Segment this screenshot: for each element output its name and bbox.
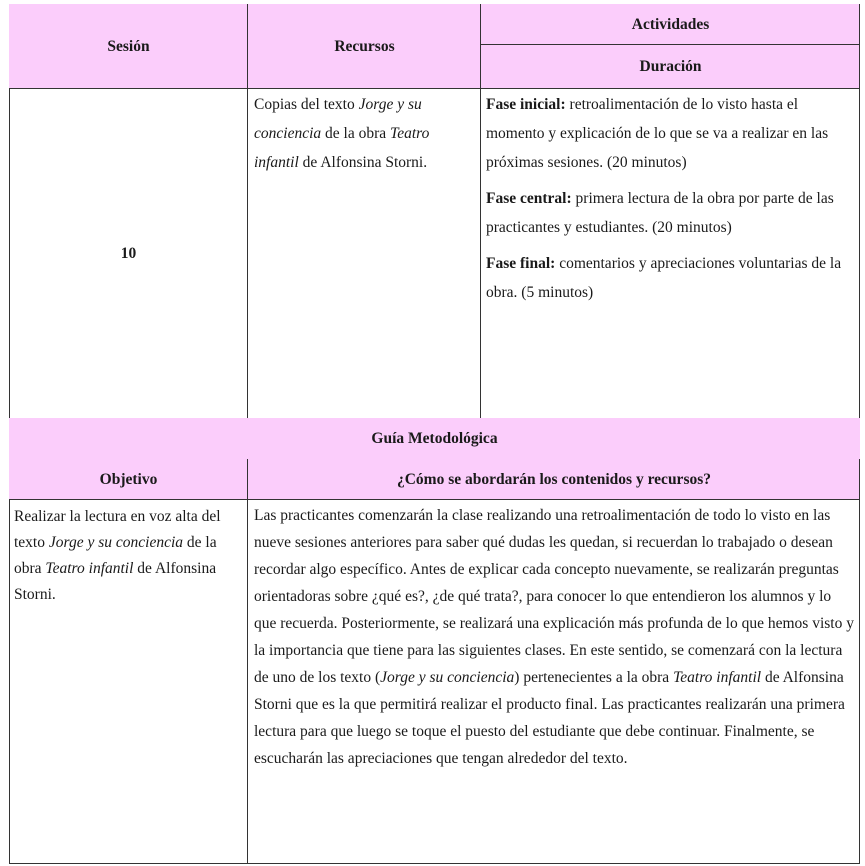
header-sesion [9, 4, 248, 88]
header-como-label: ¿Cómo se abordarán los contenidos y recursos? [396, 471, 712, 488]
methodology-text: Las practicantes comenzarán la clase realizando una retroalimentación de todo lo visto en las nueve sesiones anteriores para saber qué dudas les quedan, si recuerdan lo trabajado o desean recordar algo específico. Antes de explicar cada concepto nuevamente, se realizarán preguntas orientadoras sobre ¿qué es?, ¿de qué trata?, para conocer lo que entendieron los alumnos y lo que recuerda. Posteriormente, se realizará una explicación más profunda de lo que hemos visto y la importancia que tiene para las siguientes clases. En este sentido, se comenzará con la lectura de uno de los texto ( [254, 507, 854, 686]
header-objetivo [9, 459, 248, 500]
resources-work-title: Teatro infantil [254, 125, 430, 171]
methodology-body [248, 500, 860, 864]
methodology-title-text: Guía Metodológica [371, 430, 498, 447]
phase-label: Fase inicial: [486, 96, 566, 113]
resources-cell [248, 88, 481, 418]
header-duracion [481, 45, 860, 88]
border-line [859, 459, 860, 864]
methodology-text: de Alfonsina Storni que es la que permitirá realizar el producto final. Las practicantes realizarán una primera lectura para que luego se toque el puesto del estudiante que debe continuar. Finalmente, se escucharán las apreciaciones que tengan alrededor del texto. [254, 669, 845, 767]
resources-text: Copias del texto [254, 96, 359, 113]
border-line [481, 44, 860, 45]
methodology-text: ) pertenecientes a la obra [514, 669, 674, 686]
header-como [248, 459, 860, 500]
border-line [247, 459, 248, 864]
activities-cell [481, 88, 860, 418]
border-line [9, 499, 860, 500]
methodology-text-title: Jorge y su conciencia [380, 669, 515, 686]
header-recursos-label: Recursos [334, 37, 395, 55]
border-line [9, 88, 860, 89]
phase-text: comentarios y apreciaciones voluntarias de la obra. (5 minutos) [486, 255, 842, 301]
objective-cell [9, 500, 248, 864]
resources-text: de la obra [321, 125, 390, 142]
border-line [859, 4, 860, 418]
objective-work-title: Teatro infantil [45, 560, 134, 577]
session-number-text: 10 [120, 244, 137, 262]
phase-text: retroalimentación de lo visto hasta el momento y explicación de lo que se va a realizar en las próximas sesiones. (20 minutos) [486, 96, 829, 171]
phase-label: Fase central: [486, 190, 572, 207]
header-recursos [248, 4, 481, 88]
header-actividades-label: Actividades [631, 16, 710, 33]
phase-initial [486, 90, 855, 177]
resources-text: de Alfonsina Storni. [298, 154, 428, 171]
border-line [9, 499, 10, 864]
header-sesion-label: Sesión [107, 37, 150, 55]
objective-text: de la obra [14, 534, 217, 577]
border-line [9, 863, 860, 864]
objective-text: Realizar la lectura en voz alta del texto [14, 508, 221, 551]
header-duracion-label: Duración [639, 58, 702, 75]
resources-text-title: Jorge y su conciencia [254, 96, 422, 142]
phase-central [486, 184, 855, 242]
objective-text: de Alfonsina Storni. [14, 560, 217, 603]
header-objetivo-label: Objetivo [99, 471, 158, 488]
border-line [480, 4, 481, 418]
phase-final [486, 249, 855, 307]
session-number [9, 88, 248, 418]
border-line [9, 88, 10, 418]
phase-label: Fase final: [486, 255, 556, 272]
methodology-title [9, 418, 860, 459]
header-actividades [481, 4, 860, 45]
phase-text: primera lectura de la obra por parte de las practicantes y estudiantes. (20 minutos) [486, 190, 834, 236]
objective-text-title: Jorge y su conciencia [48, 534, 184, 551]
methodology-work-title: Teatro infantil [673, 669, 762, 686]
border-line [247, 4, 248, 418]
